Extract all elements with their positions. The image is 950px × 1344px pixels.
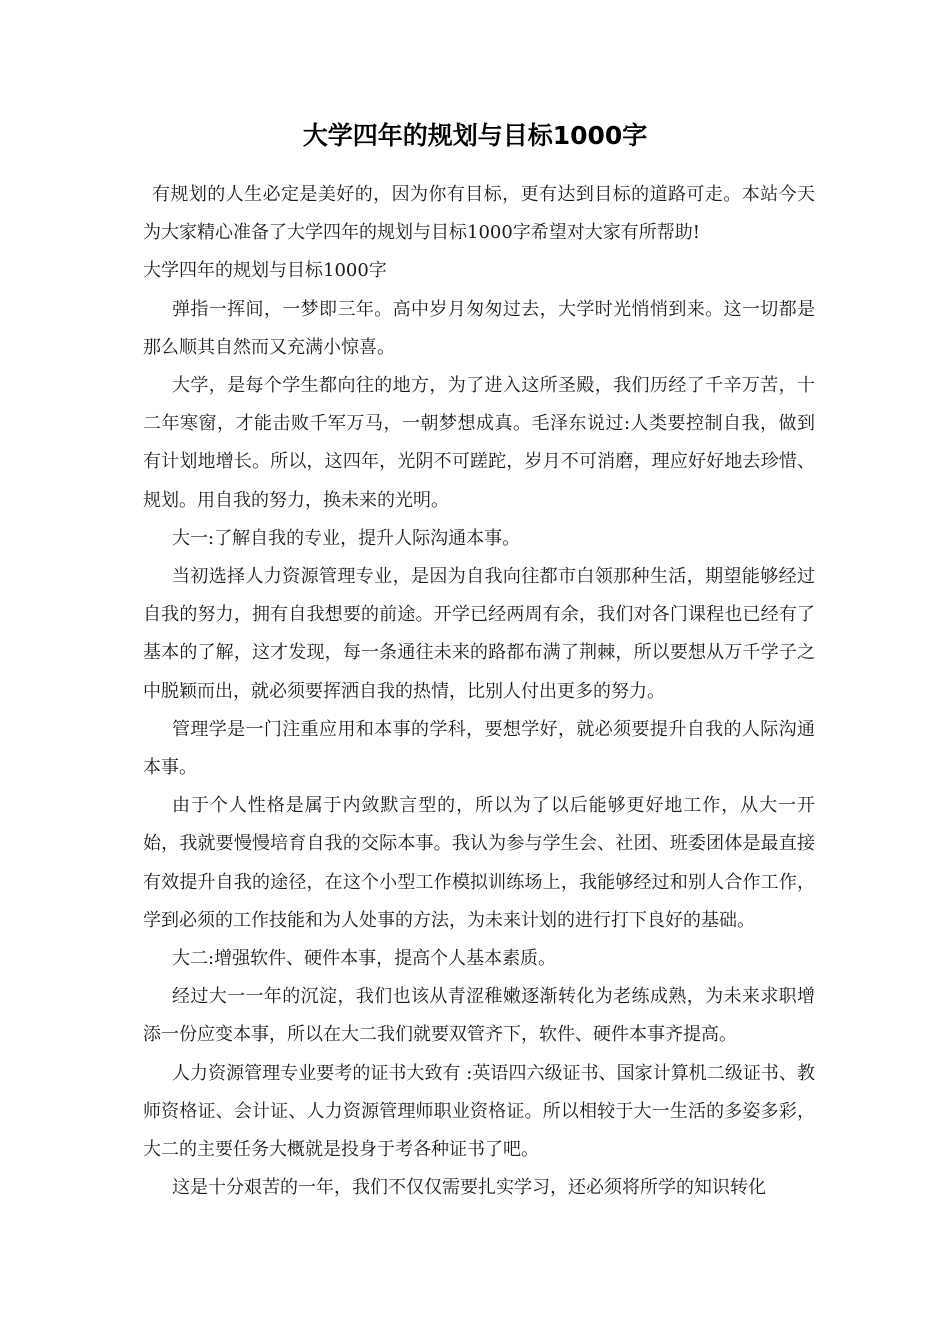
paragraph: 管理学是一门注重应用和本事的学科，要想学好，就必须要提升自我的人际沟通本事。 xyxy=(143,718,815,779)
paragraph-subtitle: 大学四年的规划与目标1000字 xyxy=(143,260,387,282)
paragraph-intro: 有规划的人生必定是美好的，因为你有目标，更有达到目标的道路可走。本站今天为大家精心准备了大学四年的规划与目标1000字希望对大家有所帮助! xyxy=(143,184,815,244)
paragraph: 弹指一挥间，一梦即三年。高中岁月匆匆过去，大学时光悄悄到来。这一切都是那么顺其自然而又充满小惊喜。 xyxy=(143,298,815,358)
paragraph: 人力资源管理专业要考的证书大致有 :英语四六级证书、国家计算机二级证书、教师资格证、会计证、人力资源管理师职业资格证。所以相较于大一生活的多姿多彩，大二的主要任务大概就是投身于考各种证书了吧。 xyxy=(143,1062,815,1161)
section-heading-year-two: 大二:增强软件、硬件本事，提高个人基本素质。 xyxy=(172,948,557,970)
paragraph: 由于个人性格是属于内敛默言型的，所以为了以后能够更好地工作，从大一开始，我就要慢慢培育自我的交际本事。我认为参与学生会、社团、班委团体是最直接有效提升自我的途径，在这个小型工作模拟训练场上，我能够经过和别人合作工作，学到必须的工作技能和为人处事的方法，为未来计划的进行打下良好的基础。 xyxy=(143,795,815,931)
document-title: 大学四年的规划与目标1000字 xyxy=(302,121,648,150)
paragraph: 大学，是每个学生都向往的地方，为了进入这所圣殿，我们历经了千辛万苦，十二年寒窗，才能击败千军万马，一朝梦想成真。毛泽东说过:人类要控制自我，做到有计划地增长。所以，这四年，光阴不可蹉跎，岁月不可消磨，理应好好地去珍惜、规划。用自我的努力，换未来的光明。 xyxy=(143,375,815,511)
paragraph: 经过大一一年的沉淀，我们也该从青涩稚嫩逐渐转化为老练成熟，为未来求职增添一份应变本事，所以在大二我们就要双管齐下，软件、硬件本事齐提高。 xyxy=(143,986,815,1046)
paragraph: 这是十分艰苦的一年，我们不仅仅需要扎实学习，还必须将所学的知识转化 xyxy=(172,1177,766,1199)
section-heading-year-one: 大一:了解自我的专业，提升人际沟通本事。 xyxy=(172,527,521,549)
document-body xyxy=(143,176,815,1207)
paragraph: 当初选择人力资源管理专业，是因为自我向往都市白领那种生活，期望能够经过自我的努力，拥有自我想要的前途。开学已经两周有余，我们对各门课程也已经有了基本的了解，这才发现，每一条通往未来的路都布满了荆棘，所以要想从万千学子之中脱颖而出，就必须要挥洒自我的热情，比别人付出更多的努力。 xyxy=(143,566,815,702)
